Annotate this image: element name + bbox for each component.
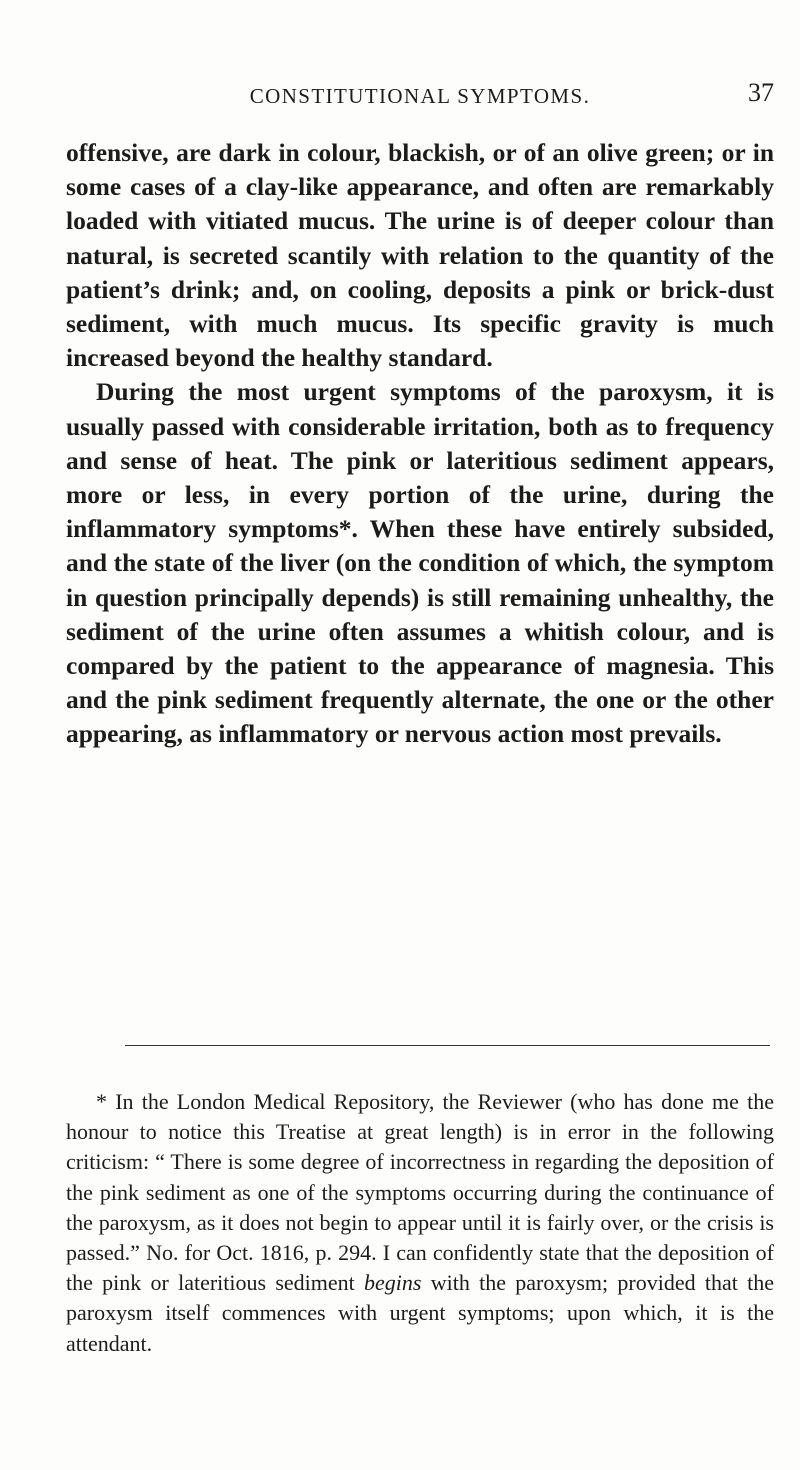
main-text <box>66 136 774 752</box>
running-title: CONSTITUTIONAL SYMPTOMS. <box>249 84 591 108</box>
running-head <box>66 78 774 112</box>
footnote <box>66 1087 774 1359</box>
paragraph-continued: offensive, are dark in colour, blackish, or of an olive green; or in some cases of a clay-like appearance, and often are remarkably loaded with vitiated mucus. The urine is of deeper colour than natural, is secreted scantily with relation to the quantity of the patient’s drink; and, on cooling, deposits a pink or brick-dust sediment, with much mucus. Its specific gravity is much increased beyond the healthy standard. <box>66 138 774 373</box>
footnote-paragraph <box>66 1087 774 1359</box>
footnote-text-part-2: with the paroxysm; provided that the paroxysm itself commences with urgent symptoms; upon which, it is the attendant. <box>66 1270 775 1356</box>
paragraph: During the most urgent symptoms of the paroxysm, it is usually passed with considerable irritation, both as to frequency and sense of heat. The pink or lateritious sediment appears, more or less, in every portion of the urine, during the inflammatory symptoms*. When these have entirely subsided, and the state of the liver (on the condition of which, the symptom in question principally depends) is still remaining unhealthy, the sediment of the urine often assumes a whitish colour, and is compared by the patient to the appearance of magnesia. This and the pink sediment frequently alternate, the one or the other appearing, as inflammatory or nervous action most prevails. <box>66 377 774 749</box>
footnote-italic-word: begins <box>364 1270 422 1296</box>
footnote-rule <box>125 1045 770 1046</box>
page-number: 37 <box>748 78 774 107</box>
footnote-text-part-1: * In the London Medical Repository, the Reviewer (who has done me the honour to notice this Treatise at great length) is in error in the following criticism: “ There is some degree of incorrectness in regarding the deposition of the pink sediment as one of the symptoms occurring during the continuance of the paroxysm, as it does not begin to appear until it is fairly over, or the crisis is passed.” No. for Oct. 1816, p. 294. I can confidently state that the deposition of the pink or lateritious sediment <box>66 1089 774 1296</box>
